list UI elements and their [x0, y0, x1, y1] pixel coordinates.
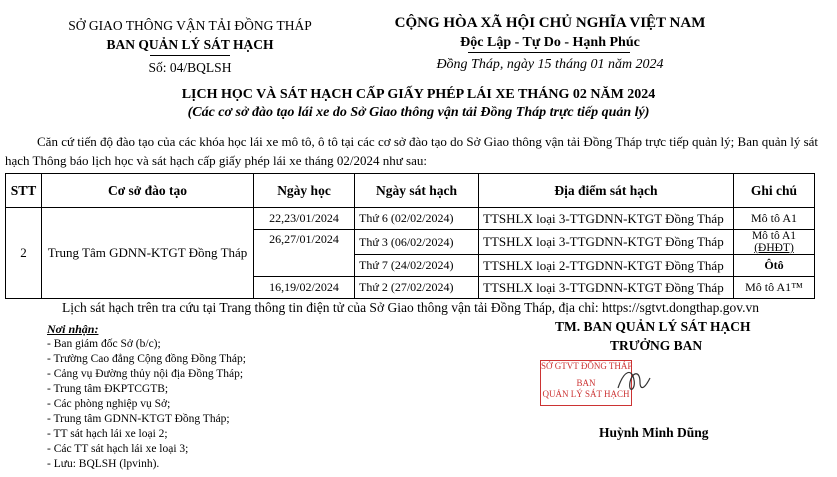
issuing-organization — [40, 16, 340, 77]
header-note: Ghi chú — [734, 174, 815, 208]
title-subtitle: (Các cơ sở đào tạo lái xe do Sở Giao thông vận tải Đồng Tháp trực tiếp quản lý) — [187, 105, 650, 120]
cell-exam-location: TTSHLX loại 2-TTGDNN-KTGT Đồng Tháp — [479, 255, 734, 277]
recipient-item: - Trung tâm GDNN-KTGT Đồng Tháp; — [47, 413, 230, 425]
recipient-item: - Trường Cao đẳng Cộng đồng Đồng Tháp; — [47, 353, 246, 365]
national-motto: Độc Lập - Tự Do - Hạnh Phúc — [460, 35, 640, 50]
cell-exam-date: Thứ 7 (24/02/2024) — [355, 255, 479, 277]
cell-exam-date: Thứ 6 (02/02/2024) — [355, 208, 479, 230]
cell-exam-date: Thứ 2 (27/02/2024) — [355, 277, 479, 299]
recipient-item: - Ban giám đốc Sở (b/c); — [47, 338, 161, 350]
cell-note: Mô tô A1 — [734, 208, 815, 230]
schedule-table — [5, 173, 815, 299]
place-date: Đồng Tháp, ngày 15 tháng 01 năm 2024 — [436, 57, 664, 72]
lookup-notice: Lịch sát hạch trên tra cứu tại Trang thông tin điện tử của Sở Giao thông vận tải Đồng Tháp, địa chỉ: https://sgtvt.dongthap.gov.vn — [62, 300, 760, 315]
header-right-underline — [468, 52, 630, 53]
cell-exam-location: TTSHLX loại 3-TTGDNN-KTGT Đồng Tháp — [479, 208, 734, 230]
recipient-item: - Trung tâm ĐKPTCGTB; — [47, 383, 169, 395]
cell-exam-location: TTSHLX loại 3-TTGDNN-KTGT Đồng Tháp — [479, 277, 734, 299]
note-line: Mô tô A1 — [751, 230, 797, 242]
document-number: Số: 04/BQLSH — [148, 60, 232, 75]
header-exam-location: Địa điểm sát hạch — [479, 174, 734, 208]
cell-study-date: 26,27/01/2024 — [254, 230, 355, 277]
cell-stt: 2 — [6, 208, 42, 299]
recipient-item: - Các TT sát hạch lái xe loại 3; — [47, 443, 189, 455]
recipient-item: - TT sát hạch lái xe loại 2; — [47, 428, 168, 440]
cell-exam-date: Thứ 3 (06/02/2024) — [355, 230, 479, 255]
table-header-row — [6, 174, 815, 208]
national-header — [370, 14, 730, 74]
note-line-2: (ĐHĐT) — [754, 242, 794, 254]
table-row — [6, 208, 815, 230]
document-title — [0, 86, 837, 122]
signature-role: TRƯỞNG BAN — [610, 338, 703, 353]
recipient-item: - Cảng vụ Đường thủy nội địa Đồng Tháp; — [47, 368, 244, 380]
intro-paragraph: Căn cứ tiến độ đào tạo của các khóa học lái xe mô tô, ô tô tại các cơ sở đào tạo do Sở Giao thông vận tải Đồng Tháp trực tiếp quản lý; Ban quản lý sát hạch Thông báo lịch học và sát hạch cấp giấy phép lái xe tháng 02/2024 như sau: — [5, 134, 819, 168]
stamp-line: SỞ GTVT ĐỒNG THÁP — [541, 361, 633, 371]
cell-study-date: 16,19/02/2024 — [254, 277, 355, 299]
recipient-item: - Lưu: BQLSH (lpvinh). — [47, 458, 160, 470]
cell-note: Ôtô — [734, 255, 815, 277]
header-facility: Cơ sở đào tạo — [42, 174, 254, 208]
cell-facility: Trung Tâm GDNN-KTGT Đồng Tháp — [42, 208, 254, 299]
stamp-line: QUẢN LÝ SÁT HẠCH — [542, 389, 630, 399]
stamp-line: BAN — [576, 378, 596, 388]
signature-stroke — [618, 372, 650, 389]
header-study-date: Ngày học — [254, 174, 355, 208]
cell-note — [734, 230, 815, 255]
header-exam-date: Ngày sát hạch — [355, 174, 479, 208]
signature-title: TM. BAN QUẢN LÝ SÁT HẠCH — [555, 319, 751, 334]
recipients-heading: Nơi nhận: — [47, 322, 99, 336]
signer-name: Huỳnh Minh Dũng — [599, 425, 709, 440]
cell-exam-location: TTSHLX loại 3-TTGDNN-KTGT Đồng Tháp — [479, 230, 734, 255]
cell-study-date: 22,23/01/2024 — [254, 208, 355, 230]
handwritten-signature — [610, 360, 660, 400]
header-stt: STT — [6, 174, 42, 208]
department-name: SỞ GIAO THÔNG VẬN TẢI ĐỒNG THÁP — [68, 18, 312, 33]
country-name: CỘNG HÒA XÃ HỘI CHỦ NGHĨA VIỆT NAM — [394, 15, 706, 31]
recipient-item: - Các phòng nghiệp vụ Sở; — [47, 398, 171, 410]
board-name: BAN QUẢN LÝ SÁT HẠCH — [106, 37, 274, 52]
cell-note: Mô tô A1™ — [734, 277, 815, 299]
title-main: LỊCH HỌC VÀ SÁT HẠCH CẤP GIẤY PHÉP LÁI XE THÁNG 02 NĂM 2024 — [181, 87, 656, 102]
header-left-underline — [150, 55, 230, 56]
